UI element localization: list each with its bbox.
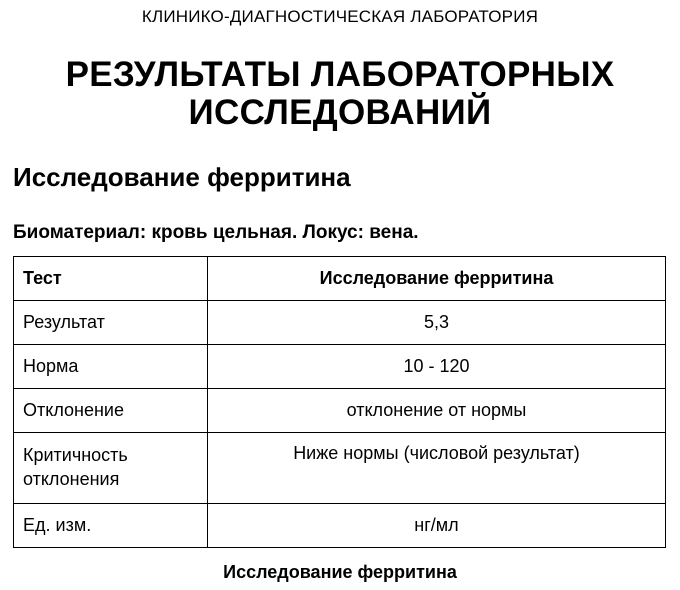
row-value-deviation: отклонение от нормы [208, 389, 666, 433]
row-value-norm: 10 - 120 [208, 345, 666, 389]
row-label-criticality [14, 433, 208, 504]
clipped-top-line [0, 0, 680, 6]
table-row [14, 301, 666, 345]
table-row [14, 504, 666, 548]
table-row [14, 389, 666, 433]
row-value-result: 5,3 [208, 301, 666, 345]
column-header-study: Исследование ферритина [208, 257, 666, 301]
row-label-result: Результат [14, 301, 208, 345]
row-label-criticality-line-1: Критичность [23, 445, 128, 465]
row-value-unit: нг/мл [208, 504, 666, 548]
lab-name: КЛИНИКО-ДИАГНОСТИЧЕСКАЯ ЛАБОРАТОРИЯ [141, 7, 539, 26]
column-header-test: Тест [14, 257, 208, 301]
row-label-unit: Ед. изм. [14, 504, 208, 548]
row-label-norm: Норма [14, 345, 208, 389]
table-header-row [14, 257, 666, 301]
table-row [14, 433, 666, 504]
page-title-line-1: РЕЗУЛЬТАТЫ ЛАБОРАТОРНЫХ [65, 55, 615, 94]
table-row [14, 345, 666, 389]
results-table [13, 256, 666, 548]
row-value-criticality: Ниже нормы (числовой результат) [208, 433, 666, 504]
footer-caption: Исследование ферритина [223, 562, 457, 582]
page-title-line-2: ИССЛЕДОВАНИЙ [188, 93, 492, 132]
row-label-criticality-line-2: отклонения [23, 469, 120, 489]
section-title: Исследование ферритина [13, 162, 351, 192]
page-title [0, 56, 680, 132]
biomaterial-info: Биоматериал: кровь цельная. Локус: вена. [13, 222, 419, 243]
row-label-deviation: Отклонение [14, 389, 208, 433]
